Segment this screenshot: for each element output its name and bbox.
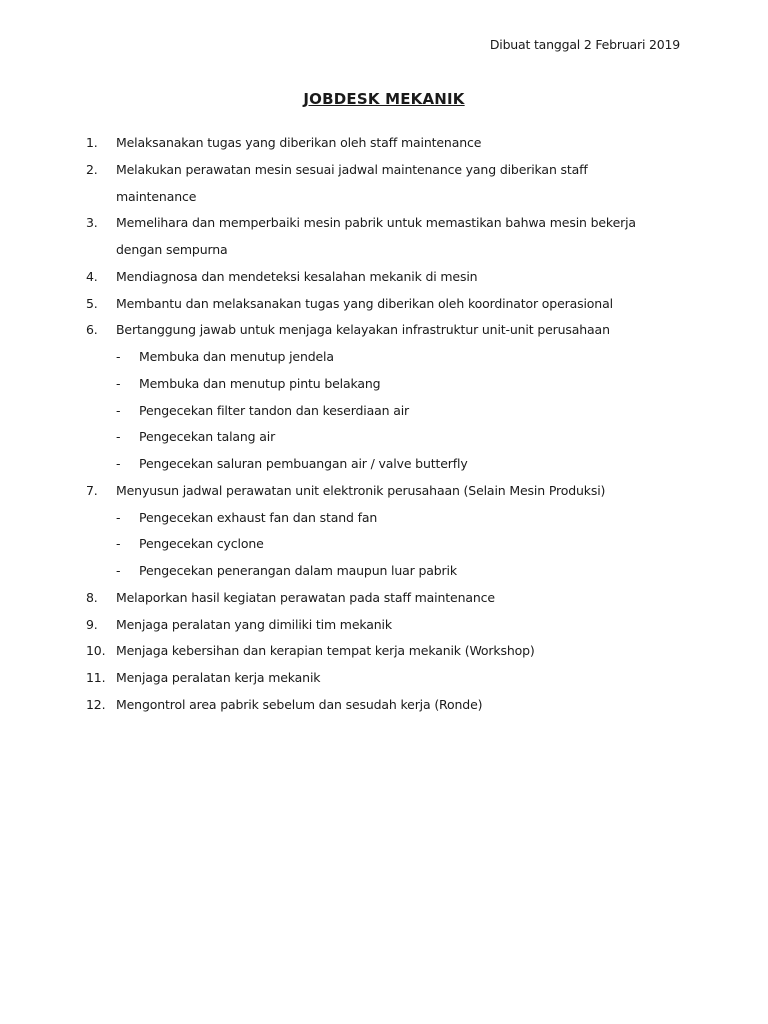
sub-list-marker: -: [116, 536, 121, 552]
sub-list-item: [86, 424, 686, 451]
list-item-text: dengan sempurna: [116, 242, 228, 257]
list-item-text: Melaksanakan tugas yang diberikan oleh staff maintenance: [116, 135, 482, 150]
list-item-text: Menjaga peralatan kerja mekanik: [116, 670, 321, 685]
list-item-continuation: [86, 237, 686, 264]
list-item-number: 12.: [86, 696, 106, 712]
sub-list-marker: -: [116, 456, 121, 471]
list-item: [86, 478, 686, 505]
sub-list-marker: -: [116, 509, 121, 525]
sub-list-item: [86, 558, 686, 585]
sub-list-item-text: Pengecekan exhaust fan dan stand fan: [139, 509, 378, 525]
sub-list-marker: -: [116, 402, 121, 418]
list-item-number: 1.: [86, 135, 98, 150]
sub-list-item: [86, 371, 686, 398]
list-item-continuation: [86, 184, 686, 211]
sub-list-item-text: Pengecekan saluran pembuangan air / valve butterfly: [139, 456, 468, 471]
list-item: [86, 317, 686, 344]
list-item-text: Menyusun jadwal perawatan unit elektronik perusahaan (Selain Mesin Produksi): [116, 482, 606, 498]
jobdesk-list: [86, 130, 686, 719]
list-item-number: 2.: [86, 161, 98, 177]
list-item-number: 7.: [86, 482, 98, 498]
list-item: [86, 638, 686, 665]
sub-list-item: [86, 451, 686, 478]
list-item-number: 3.: [86, 215, 98, 231]
sub-list-item-text: Pengecekan filter tandon dan keserdiaan air: [139, 402, 410, 418]
list-item-text: Membantu dan melaksanakan tugas yang diberikan oleh koordinator operasional: [116, 295, 613, 311]
sub-list-item: [86, 505, 686, 532]
list-item-text: maintenance: [116, 188, 197, 204]
sub-list-marker: -: [116, 429, 121, 445]
sub-list-item: [86, 344, 686, 371]
sub-list-item-text: Pengecekan talang air: [139, 429, 276, 445]
list-item: [86, 210, 686, 237]
list-item-number: 10.: [86, 643, 106, 659]
list-item-text: Bertanggung jawab untuk menjaga kelayakan infrastruktur unit-unit perusahaan: [116, 322, 610, 338]
sub-list-marker: -: [116, 375, 121, 391]
list-item: [86, 692, 686, 719]
list-item-text: Memelihara dan memperbaiki mesin pabrik untuk memastikan bahwa mesin bekerja: [116, 215, 636, 231]
list-item-number: 8.: [86, 589, 98, 605]
list-item-text: Mengontrol area pabrik sebelum dan sesudah kerja (Ronde): [116, 696, 483, 712]
sub-list-marker: -: [116, 563, 121, 578]
list-item: [86, 264, 686, 291]
list-item: [86, 585, 686, 612]
list-item: [86, 291, 686, 318]
list-item: [86, 665, 686, 692]
list-item: [86, 157, 686, 184]
list-item-number: 4.: [86, 268, 98, 284]
list-item-text: Melakukan perawatan mesin sesuai jadwal maintenance yang diberikan staff: [116, 161, 588, 177]
list-item-text: Menjaga peralatan yang dimiliki tim mekanik: [116, 616, 392, 632]
sub-list-item-text: Pengecekan cyclone: [139, 536, 264, 552]
list-item: [86, 612, 686, 639]
sub-list-marker: -: [116, 349, 121, 364]
document-date: Dibuat tanggal 2 Februari 2019: [489, 37, 680, 52]
list-item-text: Mendiagnosa dan mendeteksi kesalahan mekanik di mesin: [116, 268, 478, 284]
list-item-number: 5.: [86, 295, 98, 311]
list-item-number: 11.: [86, 670, 106, 685]
sub-list-item-text: Pengecekan penerangan dalam maupun luar pabrik: [139, 563, 457, 578]
sub-list-item: [86, 398, 686, 425]
sub-list-item-text: Membuka dan menutup pintu belakang: [139, 375, 381, 391]
list-item-number: 9.: [86, 616, 98, 632]
list-item-number: 6.: [86, 322, 98, 338]
sub-list-item-text: Membuka dan menutup jendela: [139, 349, 334, 364]
document-title: JOBDESK MEKANIK: [303, 90, 465, 108]
list-item-text: Menjaga kebersihan dan kerapian tempat kerja mekanik (Workshop): [116, 643, 535, 659]
list-item-text: Melaporkan hasil kegiatan perawatan pada staff maintenance: [116, 589, 495, 605]
list-item: [86, 130, 686, 157]
sub-list-item: [86, 531, 686, 558]
